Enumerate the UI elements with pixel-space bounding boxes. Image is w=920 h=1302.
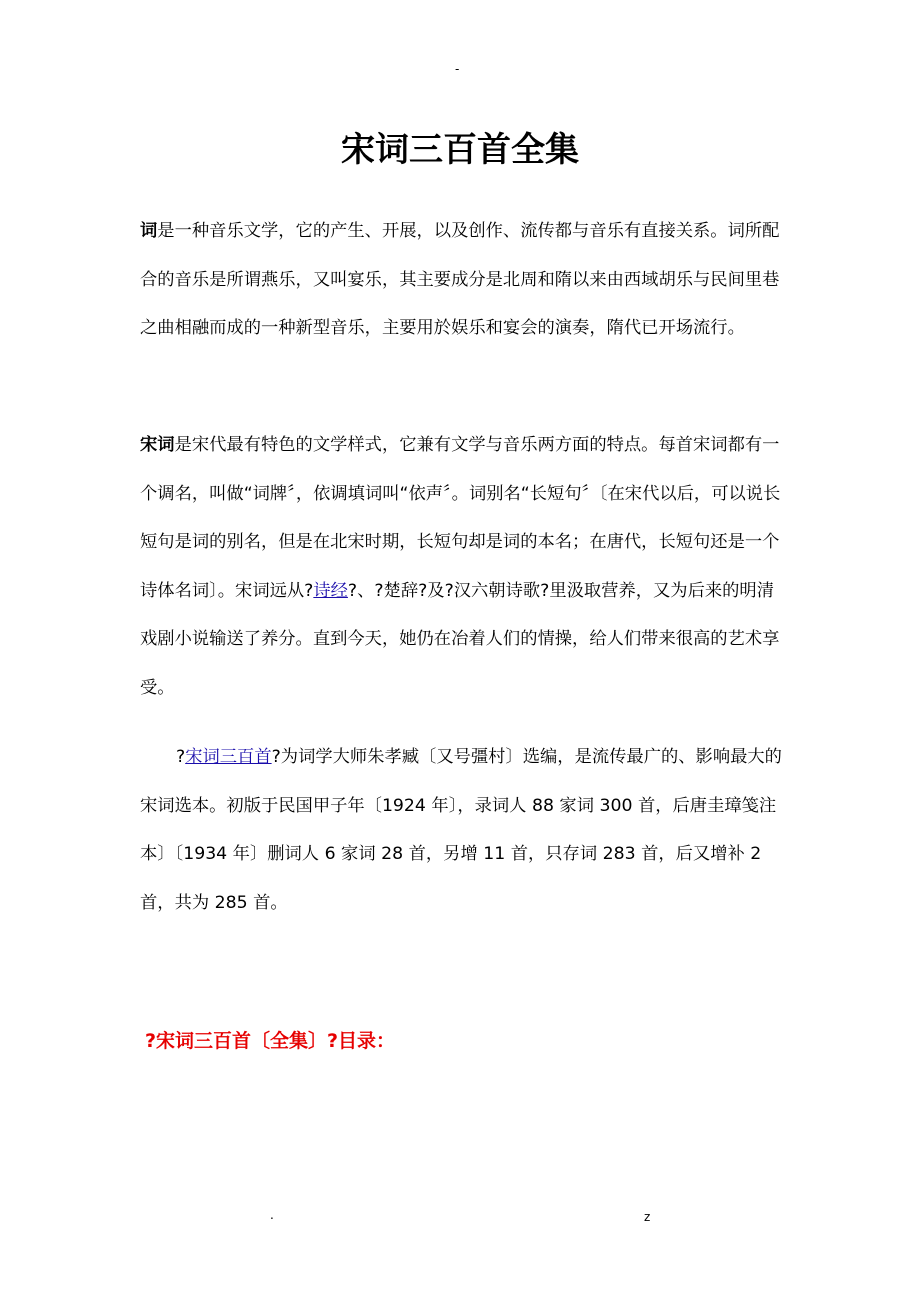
footer-left-mark: . — [270, 1208, 274, 1222]
paragraph-songci-intro — [140, 421, 790, 712]
paragraph-anthology-text: ?为词学大师朱孝臧〔又号彊村〕选编，是流传最广的、影响最大的宋词选本。初版于民国甲子年〔1924 年〕，录词人 88 家词 300 首，后唐圭璋笺注本〕〔1934 年〕删词人 6 家词 28 首，另增 11 首，只存词 283 首，后又增补 2 首，共为 285 首。 — [140, 747, 782, 913]
paragraph-songci-text-before: 是宋代最有特色的文学样式，它兼有文学与音乐两方面的特点。每首宋词都有一个调名，叫做“词牌〞，依调填词叫“依声〞。词别名“长短句〞〔在宋代以后，可以说长短句是词的别名，但是在北宋时期，长短句却是词的本名；在唐代，长短句还是一个诗体名词〕。宋词远从? — [140, 435, 781, 601]
anthology-prefix: ? — [176, 747, 186, 767]
paragraph-ci-intro — [140, 207, 790, 353]
term-ci: 词 — [140, 221, 158, 241]
header-mark: - — [455, 62, 460, 76]
paragraph-anthology-intro — [140, 733, 790, 927]
footer-right-mark: z — [644, 1210, 651, 1224]
link-shijing[interactable]: 诗经 — [313, 580, 348, 601]
toc-heading: ?宋词三百首〔全集〕?目录： — [145, 1030, 396, 1052]
page-title: 宋词三百首全集 — [341, 130, 579, 170]
paragraph-songci-text-after: ?、?楚辞?及?汉六朝诗歌?里汲取营养，又为后来的明清戏剧小说输送了养分。直到今天，她仍在冶着人们的情操，给人们带来很高的艺术享受。 — [140, 580, 780, 698]
paragraph-ci-text: 是一种音乐文学，它的产生、开展，以及创作、流传都与音乐有直接关系。词所配合的音乐是所谓燕乐，又叫宴乐，其主要成分是北周和隋以来由西域胡乐与民间里巷之曲相融而成的一种新型音乐，主要用於娱乐和宴会的演奏，隋代已开场流行。 — [140, 221, 780, 338]
term-songci: 宋词 — [140, 435, 175, 455]
link-songci-300[interactable]: 宋词三百首 — [185, 747, 272, 767]
